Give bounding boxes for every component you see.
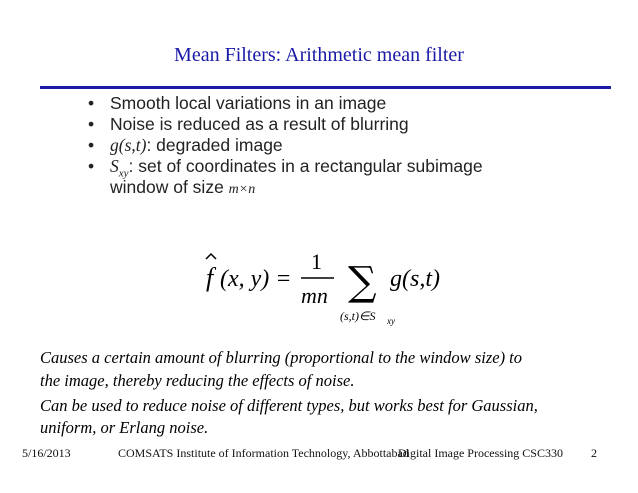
formula-f: f [206, 263, 214, 292]
paragraph-line: the image, thereby reducing the effects of noise. [40, 371, 355, 390]
formula-sum-under-subscript: xy [387, 316, 395, 326]
footer-date: 5/16/2013 [22, 446, 71, 460]
bullet-icon: • [88, 135, 95, 155]
bullet-icon: • [88, 114, 95, 134]
bullet-text: window of size [110, 177, 229, 197]
hat-icon [206, 254, 216, 259]
footer-institution: COMSATS Institute of Information Technology, Abbottabad [118, 446, 409, 460]
bullet-text: : set of coordinates in a rectangular subimage [128, 156, 483, 176]
bullet-math: m×n [228, 182, 256, 197]
formula-sum-under: (s,t)∈S [340, 309, 376, 323]
bullet-text: : degraded image [146, 135, 283, 155]
bullet-math-subscript: xy [118, 167, 129, 180]
slide-title: Mean Filters: Arithmetic mean filter [174, 44, 464, 66]
paragraph-line: Causes a certain amount of blurring (proportional to the window size) to [40, 348, 523, 367]
bullet-item [88, 114, 483, 135]
footer-page-number: 2 [591, 446, 597, 460]
bullet-text: Noise is reduced as a result of blurring [110, 114, 409, 134]
footer-course: Digital Image Processing CSC330 [398, 446, 563, 460]
formula-summand: g(s,t) [390, 266, 440, 292]
bullet-item [88, 93, 483, 114]
formula-args: (x, y) = [220, 266, 292, 292]
bullet-list [88, 93, 483, 198]
title-divider [40, 86, 611, 89]
bullet-item [88, 135, 483, 156]
mean-filter-formula [200, 235, 470, 330]
bullet-math: S [110, 156, 119, 176]
sum-icon: ∑ [348, 259, 377, 305]
paragraph-line: uniform, or Erlang noise. [40, 418, 209, 437]
bullet-math: g(s,t) [110, 135, 147, 155]
bullet-icon: • [88, 156, 95, 176]
bullet-text: Smooth local variations in an image [110, 93, 387, 113]
formula-denominator: mn [301, 283, 328, 308]
paragraph-line: Can be used to reduce noise of different types, but works best for Gaussian, [40, 396, 538, 415]
bullet-continuation [88, 177, 483, 198]
bullet-icon: • [88, 93, 95, 113]
bullet-item [88, 156, 483, 180]
formula-numerator: 1 [311, 249, 322, 274]
